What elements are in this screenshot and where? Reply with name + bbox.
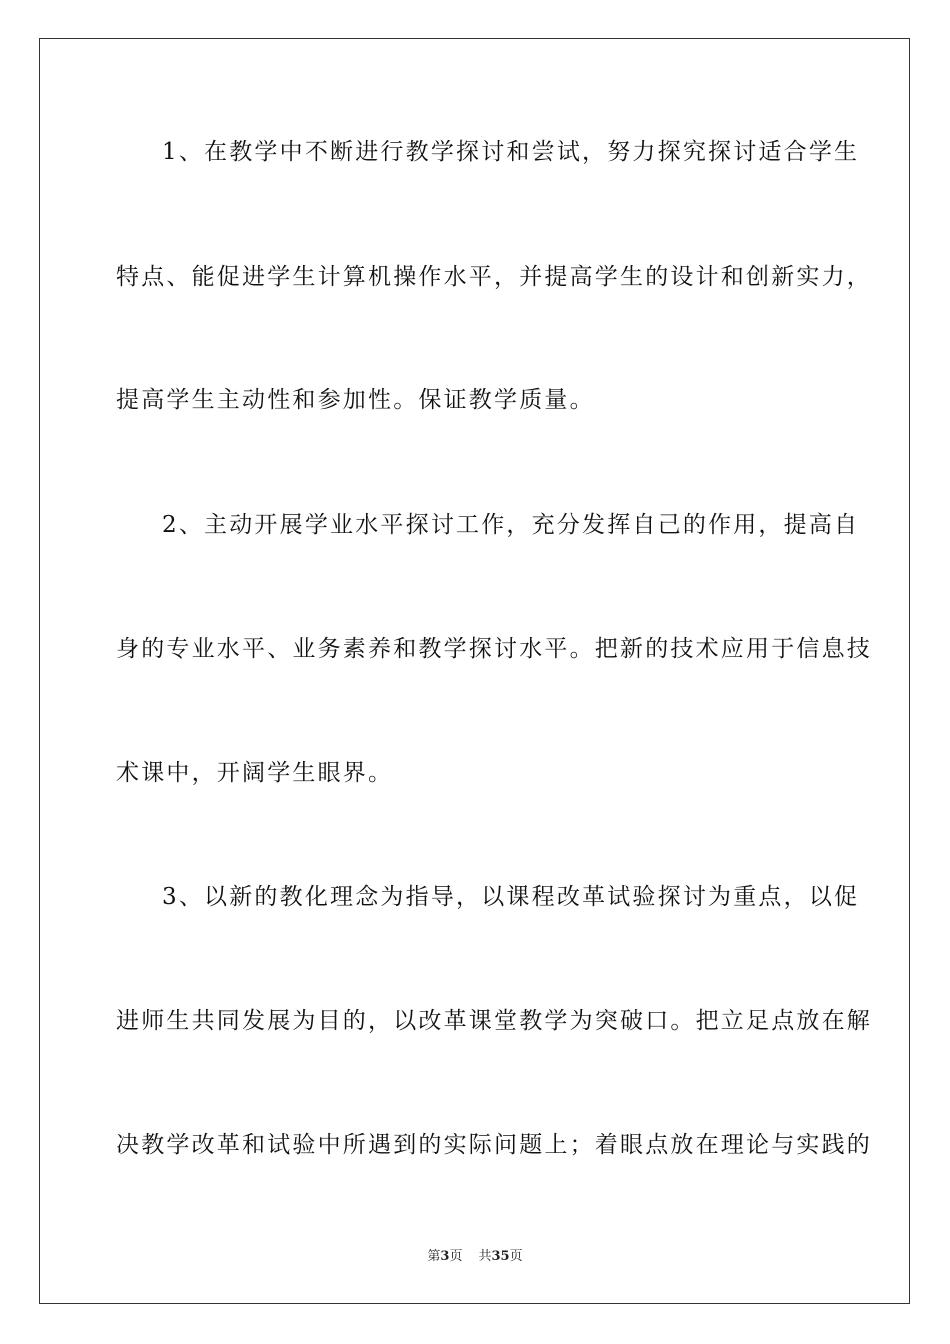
paragraph-3-line-3: 决教学改革和试验中所遇到的实际问题上；着眼点放在理论与实践的 [116,1132,872,1158]
page-border [39,38,910,1304]
total-suffix: 页 [509,1249,523,1264]
total-pages: 35 [491,1249,510,1264]
paragraph-2-line-2: 身的专业水平、业务素养和教学探讨水平。把新的技术应用于信息技 [116,636,872,662]
paragraph-3-line-2: 进师生共同发展为目的，以改革课堂教学为突破口。把立足点放在解 [116,1008,872,1034]
paragraph-1-line-1: 1、在教学中不断进行教学探讨和尝试，努力探究探讨适合学生 [162,139,860,165]
page-prefix: 第 [427,1249,441,1264]
page-number: 3 [440,1249,450,1264]
page-footer [0,1248,950,1266]
total-prefix: 共 [478,1249,492,1264]
paragraph-2-line-3: 术课中，开阔学生眼界。 [116,760,394,786]
paragraph-3-line-1: 3、以新的教化理念为指导，以课程改革试验探讨为重点，以促 [162,884,860,910]
paragraph-1-line-3: 提高学生主动性和参加性。保证教学质量。 [116,387,595,413]
paragraph-1-line-2: 特点、能促进学生计算机操作水平，并提高学生的设计和创新实力， [116,264,872,290]
page-suffix: 页 [449,1249,463,1264]
paragraph-2-line-1: 2、主动开展学业水平探讨工作，充分发挥自己的作用，提高自 [162,512,860,538]
